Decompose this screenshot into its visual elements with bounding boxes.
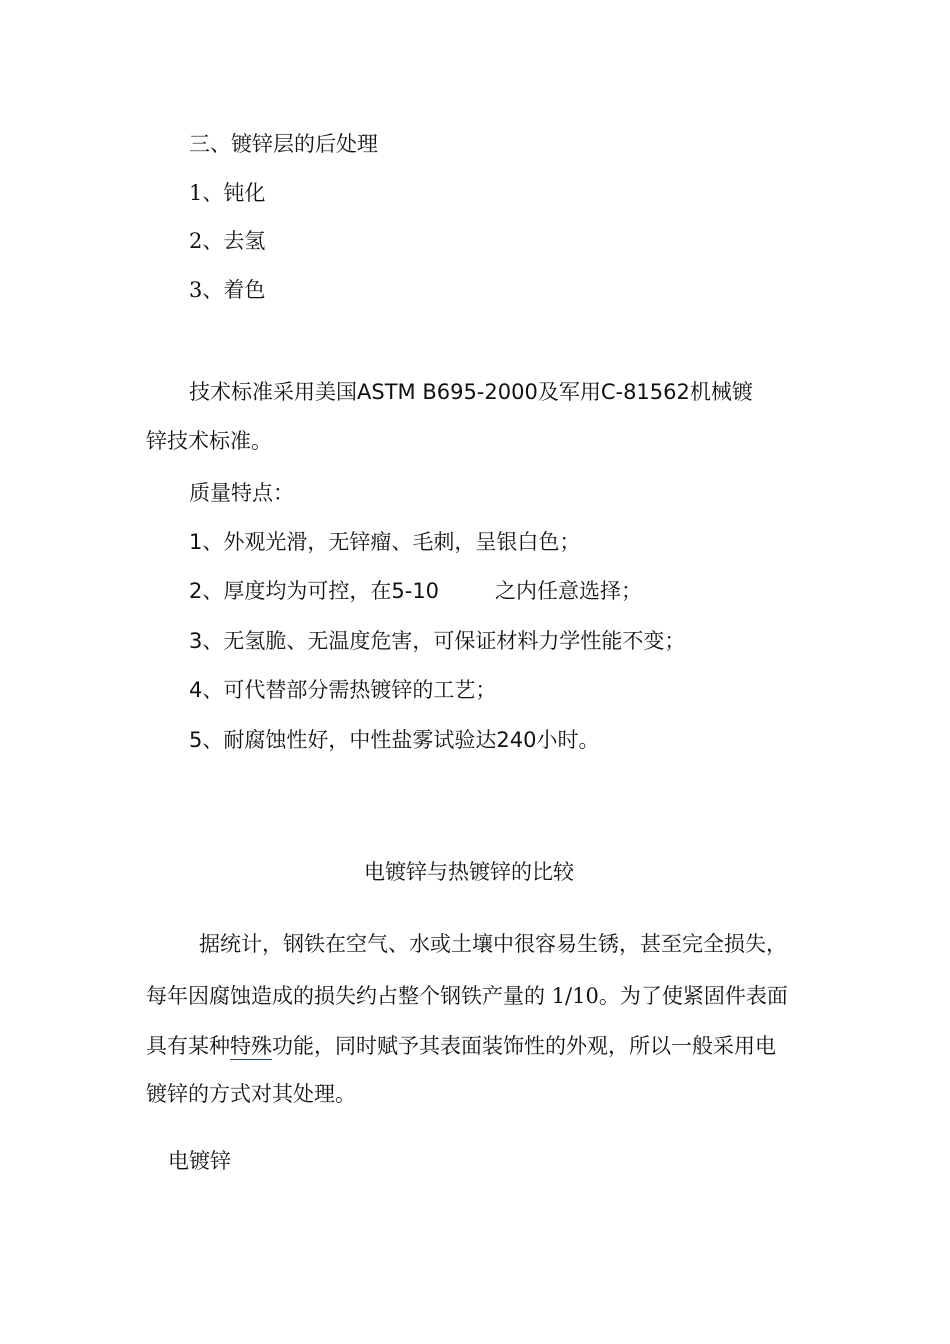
standard-text: 技术标准采用美国	[189, 380, 357, 404]
item-number: 4	[189, 678, 203, 702]
list-item	[189, 577, 642, 605]
item-text: 、可代替部分需热镀锌的工艺；	[202, 678, 497, 702]
item-text: 小时。	[536, 728, 600, 752]
item-text: 之内任意选择；	[495, 579, 643, 603]
standard-text: 机械镀	[689, 380, 753, 404]
thickness-range: 5-10	[391, 579, 440, 603]
list-item	[189, 627, 685, 655]
list-item	[189, 528, 580, 556]
underlined-term: 特殊	[230, 1034, 272, 1058]
hours-value: 240	[496, 728, 537, 752]
paragraph-line: 据统计，钢铁在空气、水或土壤中很容易生锈，甚至完全损失，	[199, 932, 787, 956]
standard-paragraph-line: 锌技术标准。	[146, 429, 272, 453]
item-text: 、无氢脆、无温度危害，可保证材料力学性能不变；	[202, 629, 686, 653]
list-item	[189, 676, 496, 704]
item-number: 5	[189, 728, 203, 752]
list-item: 3、着色	[189, 278, 266, 302]
paragraph-text: 具有某种	[146, 1034, 230, 1058]
standard-code: ASTM B695-2000	[357, 380, 538, 404]
standard-code: C-81562	[600, 380, 690, 404]
item-number: 2	[189, 579, 203, 603]
list-item	[189, 726, 599, 754]
list-item: 2、去氢	[189, 229, 266, 253]
item-text: 、耐腐蚀性好，中性盐雾试验达	[202, 728, 497, 752]
quality-heading: 质量特点：	[189, 481, 294, 505]
item-text: 、外观光滑，无锌瘤、毛刺，呈银白色；	[202, 530, 581, 554]
item-text: 、厚度均为可控，在	[202, 579, 392, 603]
standard-paragraph-line	[189, 378, 753, 406]
item-number: 1	[189, 530, 203, 554]
item-number: 3	[189, 629, 203, 653]
subheading: 电镀锌	[168, 1149, 231, 1173]
comparison-title: 电镀锌与热镀锌的比较	[364, 860, 574, 884]
paragraph-text: 功能，同时赋予其表面装饰性的外观，所以一般采用电	[272, 1034, 776, 1058]
list-item: 1、钝化	[189, 181, 266, 205]
paragraph-line: 每年因腐蚀造成的损失约占整个钢铁产量的 1/10。为了使紧固件表面	[146, 984, 788, 1008]
paragraph-line	[146, 1032, 776, 1060]
section-heading: 三、镀锌层的后处理	[189, 132, 378, 156]
standard-text: 及军用	[537, 380, 601, 404]
paragraph-line: 镀锌的方式对其处理。	[146, 1082, 356, 1106]
